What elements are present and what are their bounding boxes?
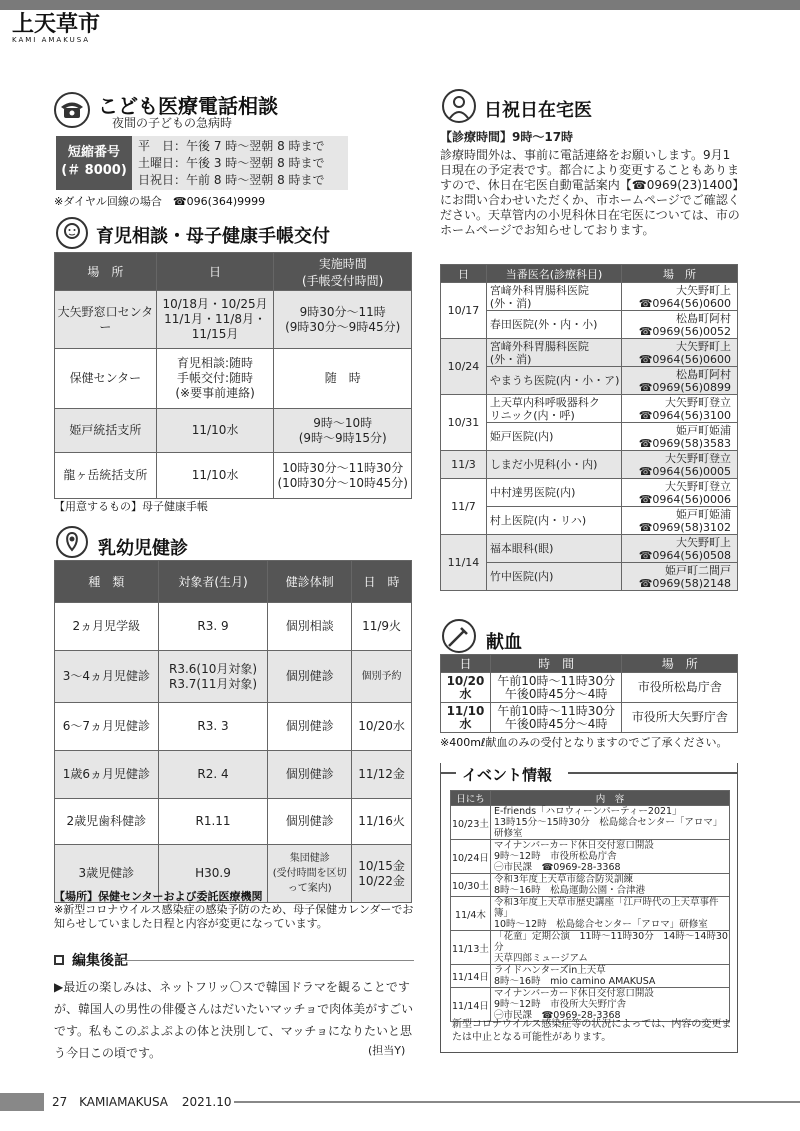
header-event-date: 日にち bbox=[451, 791, 491, 806]
nyuyoji-date: 11/12金 bbox=[352, 751, 412, 799]
kodomo-hours bbox=[132, 136, 348, 190]
nyuyoji-system: 個別健診 bbox=[268, 751, 352, 799]
syringe-icon bbox=[442, 619, 476, 653]
nyuyoji-date: 10/15金 10/22金 bbox=[352, 845, 412, 903]
event-content: E-friends「ハロウィーンパーティー2021」 13時15分～15時30分 松島総合センター「アロマ」研修室 bbox=[490, 806, 729, 840]
table-row bbox=[451, 840, 730, 874]
doctor-name: 姫戸医院(内) bbox=[486, 423, 621, 451]
header-place: 場 所 bbox=[622, 265, 738, 283]
doctor-place: 松島町阿村 ☎0969(56)0052 bbox=[622, 311, 738, 339]
issue-date: 2021.10 bbox=[181, 1095, 232, 1109]
header-target: 対象者(生月) bbox=[158, 561, 268, 603]
logo-kanji: 上天草市 bbox=[12, 11, 101, 37]
nyuyoji-target: R1.11 bbox=[158, 799, 268, 845]
header-date: 日 bbox=[156, 253, 274, 291]
event-date: 11/13土 bbox=[451, 931, 491, 965]
header-doctor: 当番医名(診療科目) bbox=[486, 265, 621, 283]
doctor-place: 大矢野町上 ☎0964(56)0508 bbox=[622, 535, 738, 563]
header-system: 健診体制 bbox=[268, 561, 352, 603]
doctor-name: 宮﨑外科胃腸科医院 (外・消) bbox=[486, 283, 621, 311]
logo bbox=[12, 12, 122, 46]
badge-line1: 短縮番号 bbox=[67, 145, 120, 160]
doctor-place: 大矢野町上 ☎0964(56)0600 bbox=[622, 283, 738, 311]
event-table bbox=[450, 790, 730, 1022]
nyuyoji-date: 10/20水 bbox=[352, 703, 412, 751]
nyuyoji-date: 11/16火 bbox=[352, 799, 412, 845]
table-row bbox=[55, 453, 412, 499]
event-content: ライドハンターズin上天草 8時～16時 mio camino AMAKUSA bbox=[490, 965, 729, 988]
footer bbox=[0, 1093, 800, 1111]
event-date: 11/4木 bbox=[451, 897, 491, 931]
kenketsu-note: ※400mℓ献血のみの受付となりますのでご了承ください。 bbox=[440, 736, 728, 749]
table-row bbox=[441, 673, 738, 703]
nyuyoji-title: 乳幼児健診 bbox=[98, 538, 188, 559]
nyuyoji-system: 個別相談 bbox=[268, 603, 352, 651]
doctor-name: しまだ小児科(小・内) bbox=[486, 451, 621, 479]
table-row bbox=[55, 751, 412, 799]
event-date: 10/23土 bbox=[451, 806, 491, 840]
ikuji-place: 保健センター bbox=[55, 349, 157, 409]
doctor-place: 姫戸町姫浦 ☎0969(58)3583 bbox=[622, 423, 738, 451]
ikuji-date: 育児相談:随時 手帳交付:随時 (※要事前連絡) bbox=[156, 349, 274, 409]
doctor-name: 宮﨑外科胃腸科医院 (外・消) bbox=[486, 339, 621, 367]
footer-bar-left bbox=[0, 1093, 44, 1111]
kenketsu-place: 市役所大矢野庁舎 bbox=[622, 703, 738, 733]
event-date: 10/24日 bbox=[451, 840, 491, 874]
doctor-place: 松島町阿村 ☎0969(56)0899 bbox=[622, 367, 738, 395]
hours-weekday: 平 日：午後 7 時～翌朝 8 時まで bbox=[138, 139, 325, 153]
header-date: 日 bbox=[441, 655, 491, 673]
table-row bbox=[441, 535, 738, 563]
henshu-icon bbox=[54, 955, 64, 965]
table-row bbox=[441, 703, 738, 733]
kyujitsu-date: 11/7 bbox=[441, 479, 487, 535]
event-content: 令和3年度上天草市歴史講座「江戸時代の上天草事件簿」 10時～12時 松島総合センター「アロマ」研修室 bbox=[490, 897, 729, 931]
kodomo-title: こども医療電話相談 bbox=[98, 94, 278, 118]
doctor-name: 中村達男医院(内) bbox=[486, 479, 621, 507]
doctor-name: 村上医院(内・リハ) bbox=[486, 507, 621, 535]
event-date: 10/30土 bbox=[451, 874, 491, 897]
phone-icon bbox=[54, 92, 90, 128]
header-time: 実施時間 (手帳受付時間) bbox=[274, 253, 412, 291]
nyuyoji-target: R3.6(10月対象) R3.7(11月対象) bbox=[158, 651, 268, 703]
kenketsu-date: 11/10水 bbox=[441, 703, 491, 733]
kyujitsu-date: 11/3 bbox=[441, 451, 487, 479]
kyujitsu-date: 11/14 bbox=[441, 535, 487, 591]
event-content: マイナンバーカード休日交付窓口開設 9時～12時 市役所大矢野庁舎 ㊀市民課 ☎0969-28-3368 bbox=[490, 988, 729, 1022]
table-row bbox=[451, 965, 730, 988]
nyuyoji-type: 2歳児歯科健診 bbox=[55, 799, 159, 845]
doctor-icon bbox=[442, 89, 476, 123]
logo-roman: KAMI AMAKUSA bbox=[12, 36, 91, 44]
ikuji-table bbox=[54, 252, 412, 499]
kyujitsu-body: 診療時間外は、事前に電話連絡をお願いします。9月1日現在の予定表です。都合により変更することもありますので、休日在宅医自動電話案内【☎0969(23)1400】にお問い合わせいただくか、市ホームページでご確認ください。天草管内の小児科休日在宅医については、市のホームページでお知らせしております。 bbox=[440, 148, 740, 237]
kyujitsu-title: 日祝日在宅医 bbox=[484, 100, 592, 121]
event-content: 「花童」定期公演 11時～11時30分 14時～14時30分 天草四郎ミュージアム bbox=[490, 931, 729, 965]
event-content: 令和3年度上天草市総合防災訓練 8時～16時 松島運動公園・合津港 bbox=[490, 874, 729, 897]
kyujitsu-table bbox=[440, 264, 738, 591]
table-row bbox=[441, 339, 738, 367]
doctor-place: 大矢野町登立 ☎0964(56)0005 bbox=[622, 451, 738, 479]
doctor-place: 姫戸町姫浦 ☎0969(58)3102 bbox=[622, 507, 738, 535]
table-row bbox=[451, 988, 730, 1022]
dial-note: ※ダイヤル回線の場合 bbox=[54, 195, 162, 208]
ikuji-time: 9時30分～11時 (9時30分～9時45分) bbox=[274, 291, 412, 349]
kenketsu-date: 10/20水 bbox=[441, 673, 491, 703]
nyuyoji-date: 個別予約 bbox=[352, 651, 412, 703]
doctor-place: 大矢野町上 ☎0964(56)0600 bbox=[622, 339, 738, 367]
kyujitsu-date: 10/17 bbox=[441, 283, 487, 339]
event-rule-left bbox=[440, 772, 456, 774]
nyuyoji-system: 個別健診 bbox=[268, 651, 352, 703]
table-row bbox=[55, 603, 412, 651]
kyujitsu-hours: 【診療時間】9時～17時 bbox=[440, 130, 574, 144]
table-row bbox=[55, 291, 412, 349]
nyuyoji-type: 3歳児健診 bbox=[55, 845, 159, 903]
hours-holiday: 日祝日：午前 8 時～翌朝 8 時まで bbox=[138, 173, 325, 187]
nyuyoji-type: 2ヵ月児学級 bbox=[55, 603, 159, 651]
dial-tel: ☎096(364)9999 bbox=[172, 195, 266, 208]
event-title: イベント情報 bbox=[462, 766, 553, 784]
doctor-place: 姫戸町二間戸 ☎0969(58)2148 bbox=[622, 563, 738, 591]
header-event-content: 内 容 bbox=[490, 791, 729, 806]
footer-bar-right bbox=[234, 1101, 800, 1103]
kenketsu-place: 市役所松島庁舎 bbox=[622, 673, 738, 703]
henshu-sign: (担当Y) bbox=[368, 1044, 406, 1057]
table-row bbox=[55, 799, 412, 845]
table-row bbox=[55, 349, 412, 409]
header-time: 時 間 bbox=[490, 655, 621, 673]
doctor-place: 大矢野町登立 ☎0964(56)0006 bbox=[622, 479, 738, 507]
table-row bbox=[451, 806, 730, 840]
event-note: 新型コロナウイルス感染症等の状況によっては、内容の変更または中止となる可能性があります。 bbox=[452, 1019, 732, 1043]
ikuji-place: 大矢野窓口センター bbox=[55, 291, 157, 349]
top-bar bbox=[0, 0, 800, 10]
nyuyoji-system: 個別健診 bbox=[268, 799, 352, 845]
kenketsu-time: 午前10時～11時30分 午後0時45分～4時 bbox=[490, 673, 621, 703]
nyuyoji-type: 6～7ヵ月児健診 bbox=[55, 703, 159, 751]
table-row bbox=[441, 479, 738, 507]
header-place: 場 所 bbox=[622, 655, 738, 673]
table-row bbox=[451, 874, 730, 897]
nyuyoji-date: 11/9火 bbox=[352, 603, 412, 651]
doctor-name: やまうち医院(内・小・ア) bbox=[486, 367, 621, 395]
doctor-name: 春田医院(外・内・小) bbox=[486, 311, 621, 339]
magazine-name: KAMIAMAKUSA bbox=[79, 1095, 169, 1109]
ikuji-time: 9時～10時 (9時～9時15分) bbox=[274, 409, 412, 453]
ikuji-time: 10時30分～11時30分 (10時30分～10時45分) bbox=[274, 453, 412, 499]
kyujitsu-date: 10/24 bbox=[441, 339, 487, 395]
doctor-name: 竹中医院(内) bbox=[486, 563, 621, 591]
nyuyoji-type: 3～4ヵ月児健診 bbox=[55, 651, 159, 703]
table-row bbox=[441, 395, 738, 423]
doctor-place: 大矢野町登立 ☎0964(56)3100 bbox=[622, 395, 738, 423]
event-rule-right bbox=[568, 772, 738, 774]
doctor-name: 福本眼科(眼) bbox=[486, 535, 621, 563]
ikuji-note: 【用意するもの】母子健康手帳 bbox=[54, 500, 208, 513]
event-date: 11/14日 bbox=[451, 988, 491, 1022]
ikuji-date: 11/10水 bbox=[156, 453, 274, 499]
nyuyoji-note2: ※新型コロナウイルス感染症の感染予防のため、母子保健カレンダーでお知らせしていました日程と内容が変更になっています。 bbox=[54, 903, 414, 930]
nyuyoji-target: R3. 3 bbox=[158, 703, 268, 751]
table-row bbox=[55, 703, 412, 751]
table-row bbox=[441, 283, 738, 311]
table-row bbox=[55, 651, 412, 703]
nyuyoji-target: R2. 4 bbox=[158, 751, 268, 799]
table-row bbox=[55, 409, 412, 453]
hours-saturday: 土曜日：午後 3 時～翌朝 8 時まで bbox=[138, 156, 325, 170]
baby-icon bbox=[56, 217, 88, 249]
header-place: 場 所 bbox=[55, 253, 157, 291]
nyuyoji-target: H30.9 bbox=[158, 845, 268, 903]
short-number-badge bbox=[56, 136, 132, 190]
ikuji-date: 11/10水 bbox=[156, 409, 274, 453]
ikuji-title: 育児相談・母子健康手帳交付 bbox=[96, 226, 330, 247]
child-icon bbox=[56, 526, 88, 558]
nyuyoji-system: 集団健診 (受付時間を区切って案内) bbox=[268, 845, 352, 903]
kodomo-subtitle: 夜間の子どもの急病時 bbox=[112, 116, 233, 130]
event-content: マイナンバーカード休日交付窓口開設 9時～12時 市役所松島庁舎 ㊀市民課 ☎0969-28-3368 bbox=[490, 840, 729, 874]
nyuyoji-type: 1歳6ヵ月児健診 bbox=[55, 751, 159, 799]
nyuyoji-note1: 【場所】保健センターおよび委託医療機関 bbox=[54, 890, 263, 903]
table-row bbox=[451, 897, 730, 931]
header-date: 日 時 bbox=[352, 561, 412, 603]
header-date: 日 bbox=[441, 265, 487, 283]
ikuji-time: 随 時 bbox=[274, 349, 412, 409]
table-row bbox=[441, 451, 738, 479]
ikuji-place: 姫戸統括支所 bbox=[55, 409, 157, 453]
kyujitsu-date: 10/31 bbox=[441, 395, 487, 451]
kenketsu-time: 午前10時～11時30分 午後0時45分～4時 bbox=[490, 703, 621, 733]
nyuyoji-target: R3. 9 bbox=[158, 603, 268, 651]
kenketsu-table bbox=[440, 654, 738, 733]
table-row bbox=[451, 931, 730, 965]
nyuyoji-system: 個別健診 bbox=[268, 703, 352, 751]
doctor-name: 上天草内科呼吸器科ク リニック(内・呼) bbox=[486, 395, 621, 423]
event-date: 11/14日 bbox=[451, 965, 491, 988]
badge-line2: (＃ 8000) bbox=[61, 163, 127, 178]
henshu-title: 編集後記 bbox=[72, 953, 128, 969]
page-number: 27 bbox=[52, 1095, 68, 1109]
kenketsu-title: 献血 bbox=[486, 632, 522, 653]
ikuji-place: 龍ヶ岳統括支所 bbox=[55, 453, 157, 499]
ikuji-date: 10/18月・10/25月 11/1月・11/8月・ 11/15月 bbox=[156, 291, 274, 349]
header-type: 種 類 bbox=[55, 561, 159, 603]
nyuyoji-table bbox=[54, 560, 412, 903]
henshu-body: ▶最近の楽しみは、ネットフリッ〇スで韓国ドラマを観ることですが、韓国人の男性の俳優さんはだいたいマッチョで肉体美がすごいです。私もこのぷよぷよの体と決別して、マッチョになりたいと思う今日この頃です。 bbox=[54, 980, 414, 1060]
henshu-rule bbox=[116, 960, 414, 961]
